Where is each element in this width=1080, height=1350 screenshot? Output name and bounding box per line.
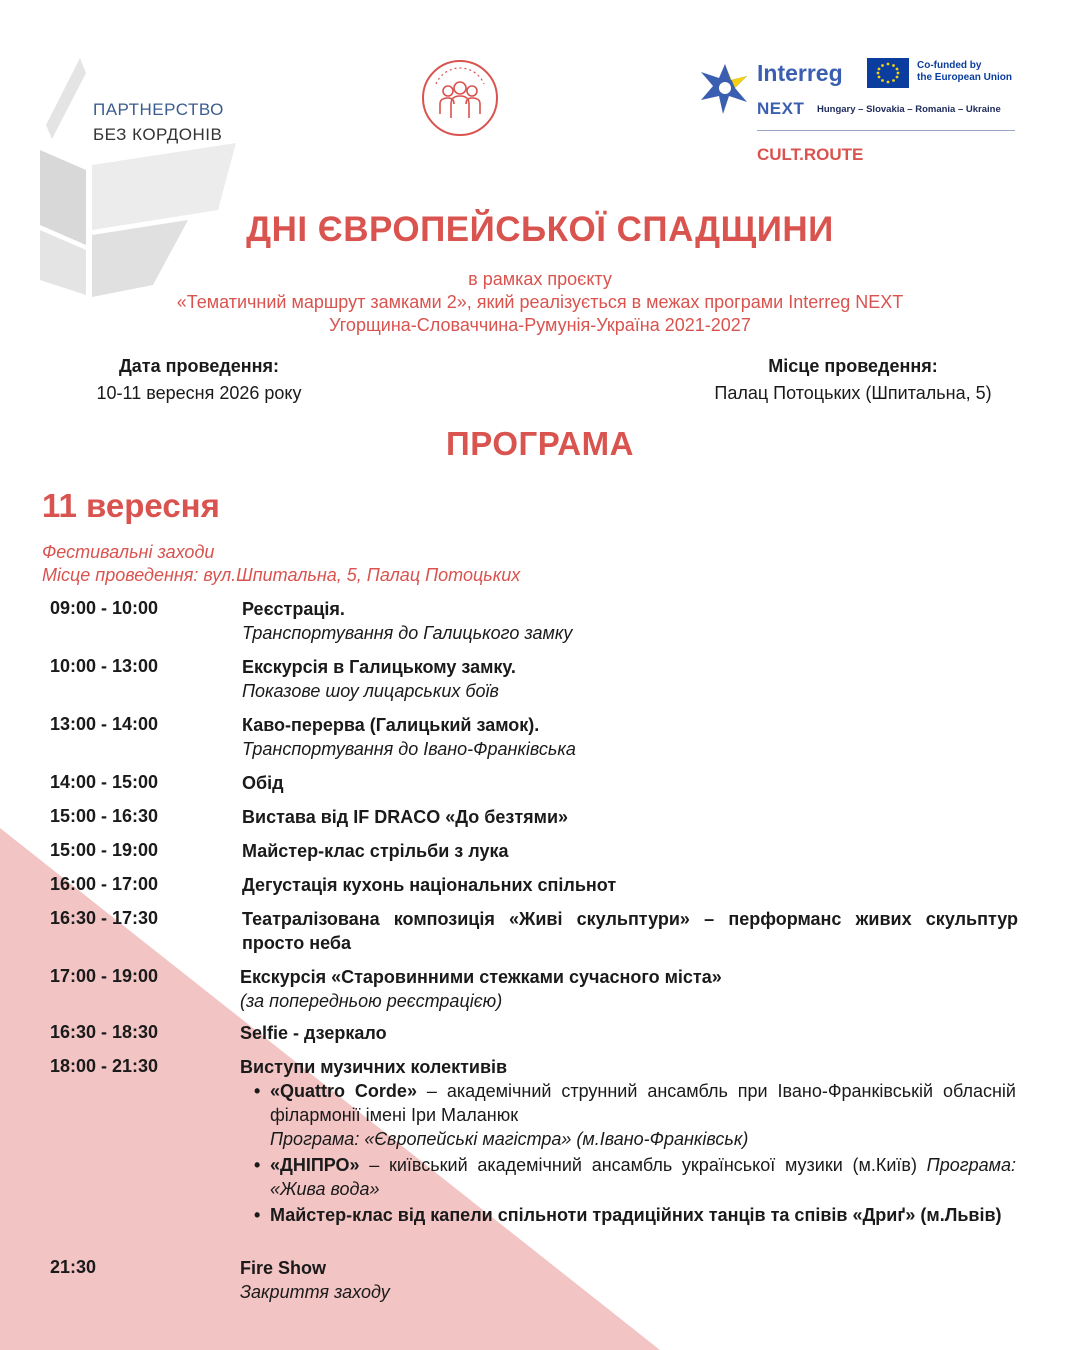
festival-note — [42, 541, 520, 587]
schedule-desc — [240, 965, 1016, 1013]
schedule-desc — [242, 713, 1018, 761]
list-item — [240, 1203, 1016, 1227]
schedule-desc — [242, 839, 1018, 863]
schedule-title: Театралізована композиція «Живі скульптури» – перформанс живих скульптур просто неба — [242, 909, 1018, 953]
performer-program: Програма: «Європейські магістра» (м.Івано-Франківськ) — [270, 1129, 749, 1149]
schedule-time: 13:00 - 14:00 — [50, 714, 159, 734]
schedule-time: 15:00 - 19:00 — [50, 840, 159, 860]
schedule-time: 16:00 - 17:00 — [50, 874, 159, 894]
schedule-desc — [240, 1055, 1016, 1229]
date-label: Дата проведення: — [118, 356, 280, 376]
schedule-desc — [240, 1256, 1016, 1304]
partner-line-2: БЕЗ КОРДОНІВ — [93, 125, 223, 144]
subtitle-line-2: «Тематичний маршрут замками 2», який реалізується в межах програми Interreg NEXT — [176, 292, 904, 312]
subtitle-line-1: в рамках проєкту — [468, 269, 612, 289]
venue-value: Палац Потоцьких (Шпитальна, 5) — [714, 383, 992, 403]
schedule-time: 09:00 - 10:00 — [50, 598, 159, 618]
performer-text: – академічний струнний ансамбль при Івано-Франківській обласній філармонії імені Іри Маланюк — [270, 1081, 1016, 1125]
schedule-title: Екскурсія «Старовинними стежками сучасного міста» — [240, 967, 722, 987]
schedule-note: (за попередньою реєстрацією) — [240, 991, 503, 1011]
schedule-desc — [242, 805, 1018, 829]
schedule-title: Дегустація кухонь національних спільнот — [242, 875, 617, 895]
people-icon — [420, 58, 500, 138]
subtitle-line-3: Угорщина-Словаччина-Румунія-Україна 2021-2027 — [329, 315, 751, 335]
day-title: 11 вересня — [42, 487, 220, 524]
list-item — [240, 1153, 1016, 1201]
performer-name: «Quattro Corde» — [270, 1081, 417, 1101]
schedule-title: Обід — [242, 773, 284, 793]
cofund-text — [917, 60, 1012, 84]
schedule-desc — [242, 597, 1018, 645]
divider — [757, 130, 1015, 131]
countries-label: Hungary – Slovakia – Romania – Ukraine — [817, 104, 1001, 115]
schedule-time: 14:00 - 15:00 — [50, 772, 159, 792]
partner-line-1: ПАРТНЕРСТВО — [93, 100, 224, 119]
schedule-time: 10:00 - 13:00 — [50, 656, 159, 676]
performer-name: Майстер-клас від капели спільноти традиційних танців та співів «Дриґ» (м.Львів) — [270, 1205, 1002, 1225]
schedule-desc — [242, 907, 1018, 955]
schedule-desc — [242, 771, 1018, 795]
cult-route-label: CULT.ROUTE — [757, 145, 864, 164]
subtitle — [40, 268, 1040, 337]
partnership-text — [93, 97, 224, 147]
schedule-time: 17:00 - 19:00 — [50, 966, 159, 986]
venue-label: Місце проведення: — [768, 356, 938, 376]
schedule-title: Selfie - дзеркало — [240, 1023, 387, 1043]
interreg-star-icon — [697, 58, 753, 118]
schedule-time: 18:00 - 21:30 — [50, 1056, 159, 1076]
schedule-title: Екскурсія в Галицькому замку. — [242, 657, 516, 677]
program-title: ПРОГРАМА — [446, 425, 634, 462]
page-title: ДНІ ЄВРОПЕЙСЬКОЇ СПАДЩИНИ — [246, 210, 834, 249]
schedule-title: Fire Show — [240, 1258, 327, 1278]
festival-line-1: Фестивальні заходи — [42, 542, 215, 562]
schedule-time: 16:30 - 18:30 — [50, 1022, 159, 1042]
festival-line-2: Місце проведення: вул.Шпитальна, 5, Палац Потоцьких — [42, 565, 521, 585]
eu-flag-icon — [867, 58, 909, 88]
list-item — [240, 1079, 1016, 1151]
schedule-note: Закриття заходу — [240, 1282, 390, 1302]
venue-info — [660, 353, 1046, 407]
cofund-line-1: Co-funded by — [917, 60, 982, 71]
performers-list — [240, 1079, 1016, 1227]
schedule-desc — [242, 873, 1018, 897]
schedule-title: Виступи музичних колективів — [240, 1057, 508, 1077]
cofund-line-2: the European Union — [917, 72, 1012, 83]
performer-text: – київський академічний ансамбль української музики (м.Київ) — [359, 1155, 927, 1175]
schedule-time: 16:30 - 17:30 — [50, 908, 159, 928]
interreg-name: Interreg — [757, 60, 843, 86]
schedule-time: 15:00 - 16:30 — [50, 806, 159, 826]
next-label: NEXT — [757, 99, 805, 118]
performer-program: Програма: «Жива вода» — [270, 1155, 1016, 1199]
partnership-logo — [38, 55, 238, 300]
schedule-desc — [242, 655, 1018, 703]
date-info — [40, 353, 358, 407]
performer-name: «ДНІПРО» — [270, 1155, 360, 1175]
schedule-note: Показове шоу лицарських боїв — [242, 681, 499, 701]
date-value: 10-11 вересня 2026 року — [96, 383, 302, 403]
schedule-title: Реєстрація. — [242, 599, 345, 619]
schedule-time: 21:30 — [50, 1257, 97, 1277]
schedule-title: Вистава від IF DRACO «До безтями» — [242, 807, 569, 827]
schedule-note: Транспортування до Івано-Франківська — [242, 739, 576, 759]
schedule-note: Транспортування до Галицького замку — [242, 623, 573, 643]
interreg-logo — [697, 54, 1027, 134]
schedule-desc — [240, 1021, 1016, 1045]
schedule-title: Каво-перерва (Галицький замок). — [242, 715, 540, 735]
schedule-title: Майстер-клас стрільби з лука — [242, 841, 509, 861]
